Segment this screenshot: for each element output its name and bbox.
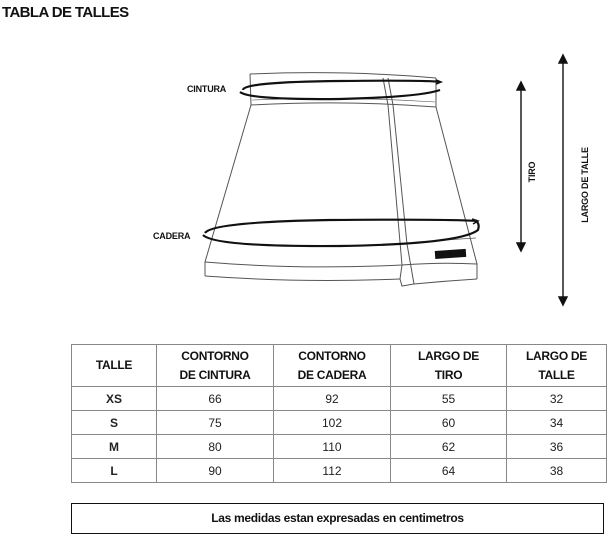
table-row bbox=[72, 435, 607, 459]
length-cell: 34 bbox=[507, 411, 607, 435]
header-hip-line1: CONTORNO bbox=[298, 348, 366, 363]
size-cell: M bbox=[72, 435, 157, 459]
table-row bbox=[72, 459, 607, 483]
logo-patch bbox=[435, 249, 466, 259]
page-title: TABLA DE TALLES bbox=[2, 4, 129, 21]
rise-cell: 64 bbox=[391, 459, 507, 483]
header-waist-line1: CONTORNO bbox=[181, 348, 249, 363]
header-rise-line1: LARGO DE bbox=[418, 348, 479, 363]
header-rise-line2: TIRO bbox=[434, 367, 463, 382]
table-header-row bbox=[72, 345, 607, 387]
length-cell: 36 bbox=[507, 435, 607, 459]
header-waist bbox=[157, 345, 274, 387]
hip-cell: 110 bbox=[274, 435, 391, 459]
header-rise bbox=[391, 345, 507, 387]
rise-cell: 60 bbox=[391, 411, 507, 435]
header-length-line1: LARGO DE bbox=[526, 348, 587, 363]
rise-label: TIRO bbox=[527, 161, 537, 183]
header-hip bbox=[274, 345, 391, 387]
table-row bbox=[72, 387, 607, 411]
size-cell: L bbox=[72, 459, 157, 483]
hip-cell: 102 bbox=[274, 411, 391, 435]
hip-cell: 92 bbox=[274, 387, 391, 411]
waist-cell: 66 bbox=[157, 387, 274, 411]
hip-label: CADERA bbox=[153, 231, 191, 241]
length-cell: 38 bbox=[507, 459, 607, 483]
header-hip-line2: DE CADERA bbox=[297, 367, 367, 382]
header-waist-line2: DE CINTURA bbox=[179, 367, 251, 382]
waist-label: CINTURA bbox=[187, 84, 227, 94]
header-length bbox=[507, 345, 607, 387]
table-row bbox=[72, 411, 607, 435]
length-label: LARGO DE TALLE bbox=[580, 147, 590, 223]
size-table bbox=[71, 344, 607, 483]
units-note: Las medidas estan expresadas en centimetros bbox=[71, 503, 604, 534]
hip-cell: 112 bbox=[274, 459, 391, 483]
waist-cell: 90 bbox=[157, 459, 274, 483]
header-size bbox=[72, 345, 157, 387]
waist-cell: 80 bbox=[157, 435, 274, 459]
rise-cell: 62 bbox=[391, 435, 507, 459]
header-size-text: TALLE bbox=[95, 358, 133, 372]
waist-cell: 75 bbox=[157, 411, 274, 435]
length-cell: 32 bbox=[507, 387, 607, 411]
header-length-line2: TALLE bbox=[538, 367, 575, 382]
size-cell: XS bbox=[72, 387, 157, 411]
size-cell: S bbox=[72, 411, 157, 435]
rise-cell: 55 bbox=[391, 387, 507, 411]
